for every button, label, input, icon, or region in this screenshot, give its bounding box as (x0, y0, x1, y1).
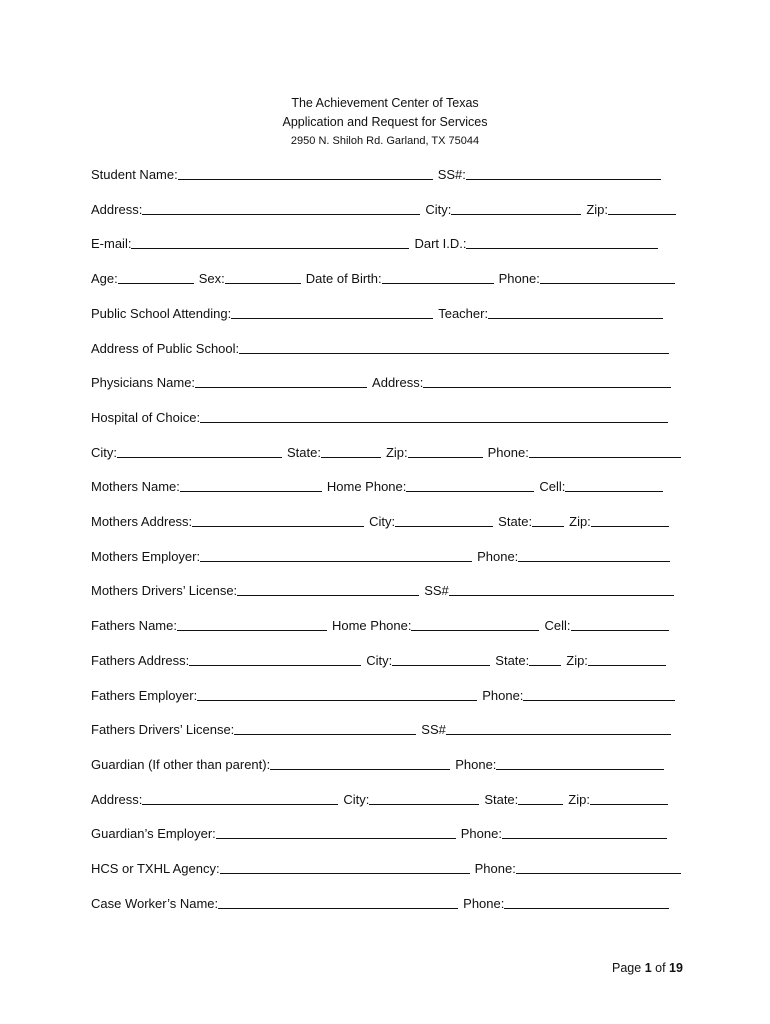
field-blank-line[interactable] (270, 757, 450, 770)
form-row (91, 236, 681, 251)
field-label: SS# (421, 722, 446, 738)
field-label: City: (425, 201, 452, 217)
field-blank-line[interactable] (516, 861, 681, 874)
field-label: Age: (91, 271, 118, 287)
field-label: Sex: (198, 271, 225, 287)
field-label: SS#: (437, 167, 466, 182)
field-blank-line[interactable] (446, 722, 671, 735)
field-label: SS# (424, 583, 449, 599)
field-blank-line[interactable] (237, 583, 419, 596)
field-label: Guardian’s Employer: (91, 826, 216, 842)
field-blank-line[interactable] (200, 549, 472, 562)
form-row (91, 896, 681, 911)
form-title: Application and Request for Services (282, 115, 488, 129)
field-label: Phone: (455, 756, 497, 772)
field-blank-line[interactable] (591, 514, 669, 527)
organization-address: 2950 N. Shiloh Rd. Garland, TX 75044 (290, 135, 480, 147)
form-row (91, 271, 681, 286)
field-label: City: (91, 444, 117, 460)
field-blank-line[interactable] (197, 688, 477, 701)
field-blank-line[interactable] (449, 583, 674, 596)
field-blank-line[interactable] (117, 445, 282, 458)
field-label: Home Phone: (331, 618, 412, 634)
field-label: Fathers Name: (91, 618, 177, 634)
field-blank-line[interactable] (200, 410, 668, 423)
form-row (91, 792, 681, 807)
form-row (91, 688, 681, 703)
field-blank-line[interactable] (502, 826, 667, 839)
field-blank-line[interactable] (192, 514, 364, 527)
field-blank-line[interactable] (532, 514, 564, 527)
field-blank-line[interactable] (218, 896, 458, 909)
field-blank-line[interactable] (529, 445, 681, 458)
field-label: Cell: (539, 479, 566, 495)
field-label: State: (484, 791, 519, 807)
field-blank-line[interactable] (321, 445, 381, 458)
form-row (91, 202, 681, 217)
field-label: Phone: (460, 826, 502, 842)
field-label: Fathers Address: (91, 652, 190, 668)
field-blank-line[interactable] (142, 202, 420, 215)
field-blank-line[interactable] (231, 306, 433, 319)
field-blank-line[interactable] (588, 653, 666, 666)
page-number: Page 1 of 19 (612, 961, 683, 975)
field-blank-line[interactable] (466, 167, 661, 180)
field-blank-line[interactable] (523, 688, 675, 701)
form-row (91, 514, 681, 529)
field-blank-line[interactable] (216, 826, 456, 839)
field-blank-line[interactable] (608, 202, 676, 215)
document-header (0, 94, 770, 151)
field-label: Phone: (463, 895, 505, 911)
field-blank-line[interactable] (180, 479, 322, 492)
field-label: State: (287, 444, 321, 460)
form-row (91, 445, 681, 460)
field-label: Hospital of Choice: (91, 409, 201, 425)
form-row (91, 479, 681, 494)
field-blank-line[interactable] (504, 896, 669, 909)
field-label: Guardian (If other than parent): (91, 756, 271, 772)
field-blank-line[interactable] (131, 236, 409, 249)
form-row (91, 375, 681, 390)
field-label: Home Phone: (326, 479, 407, 495)
organization-name: The Achievement Center of Texas (291, 96, 479, 110)
field-blank-line[interactable] (451, 202, 581, 215)
field-label: Physicians Name: (91, 375, 196, 391)
field-label: Mothers Drivers’ License: (91, 583, 238, 599)
field-blank-line[interactable] (488, 306, 663, 319)
form-row (91, 618, 681, 633)
form-row (91, 583, 681, 598)
field-label: State: (498, 514, 533, 529)
form-row (91, 826, 681, 841)
field-blank-line[interactable] (239, 341, 669, 354)
field-label: Address: (91, 791, 143, 807)
field-blank-line[interactable] (382, 271, 494, 284)
field-blank-line[interactable] (590, 792, 668, 805)
field-blank-line[interactable] (369, 792, 479, 805)
form-row (91, 167, 681, 182)
field-blank-line[interactable] (406, 479, 534, 492)
field-blank-line[interactable] (529, 653, 561, 666)
field-label: Phone: (487, 444, 529, 460)
field-label: City: (369, 514, 396, 529)
field-label: Zip: (569, 514, 591, 529)
form-row (91, 410, 681, 425)
field-label: Case Worker’s Name: (91, 895, 219, 911)
field-label: Zip: (385, 444, 408, 460)
field-label: Dart I.D.: (414, 236, 467, 252)
field-label: Phone: (474, 861, 516, 876)
field-label: Zip: (566, 652, 588, 668)
field-label: Phone: (498, 271, 540, 287)
field-blank-line[interactable] (142, 792, 338, 805)
form-row (91, 722, 681, 737)
field-blank-line[interactable] (518, 792, 563, 805)
field-blank-line[interactable] (565, 479, 663, 492)
field-blank-line[interactable] (118, 271, 194, 284)
field-blank-line[interactable] (540, 271, 675, 284)
field-label: State: (495, 652, 530, 668)
field-blank-line[interactable] (234, 722, 416, 735)
form-row (91, 757, 681, 772)
field-label: Teacher: (438, 305, 489, 321)
field-label: Address: (91, 201, 143, 217)
field-label: Phone: (482, 687, 524, 703)
form-row (91, 306, 681, 321)
field-label: Mothers Address: (91, 514, 193, 529)
field-label: Date of Birth: (305, 271, 382, 287)
field-blank-line[interactable] (189, 653, 361, 666)
form-row (91, 653, 681, 668)
field-label: Zip: (568, 791, 590, 807)
field-blank-line[interactable] (395, 514, 493, 527)
field-blank-line[interactable] (411, 618, 539, 631)
field-label: City: (343, 791, 370, 807)
field-label: Address of Public School: (91, 340, 240, 356)
field-blank-line[interactable] (195, 375, 367, 388)
field-label: Cell: (544, 618, 571, 634)
field-blank-line[interactable] (178, 167, 433, 180)
field-label: Phone: (477, 548, 519, 564)
field-blank-line[interactable] (423, 375, 671, 388)
field-blank-line[interactable] (177, 618, 327, 631)
field-label: Student Name: (91, 167, 178, 182)
field-label: Address: (372, 375, 424, 391)
field-blank-line[interactable] (466, 236, 658, 249)
field-blank-line[interactable] (518, 549, 670, 562)
field-label: HCS or TXHL Agency: (91, 861, 220, 876)
form-row (91, 861, 681, 876)
field-blank-line[interactable] (392, 653, 490, 666)
field-blank-line[interactable] (496, 757, 664, 770)
field-blank-line[interactable] (220, 861, 470, 874)
field-label: E-mail: (91, 236, 132, 252)
field-label: City: (366, 652, 393, 668)
field-blank-line[interactable] (571, 618, 669, 631)
field-blank-line[interactable] (408, 445, 483, 458)
field-label: Fathers Employer: (91, 687, 198, 703)
field-label: Public School Attending: (91, 305, 232, 321)
form-row (91, 341, 681, 356)
field-label: Mothers Employer: (91, 548, 201, 564)
form-row (91, 549, 681, 564)
field-label: Fathers Drivers’ License: (91, 722, 235, 738)
field-label: Mothers Name: (91, 479, 180, 495)
field-label: Zip: (586, 201, 608, 217)
field-blank-line[interactable] (225, 271, 301, 284)
